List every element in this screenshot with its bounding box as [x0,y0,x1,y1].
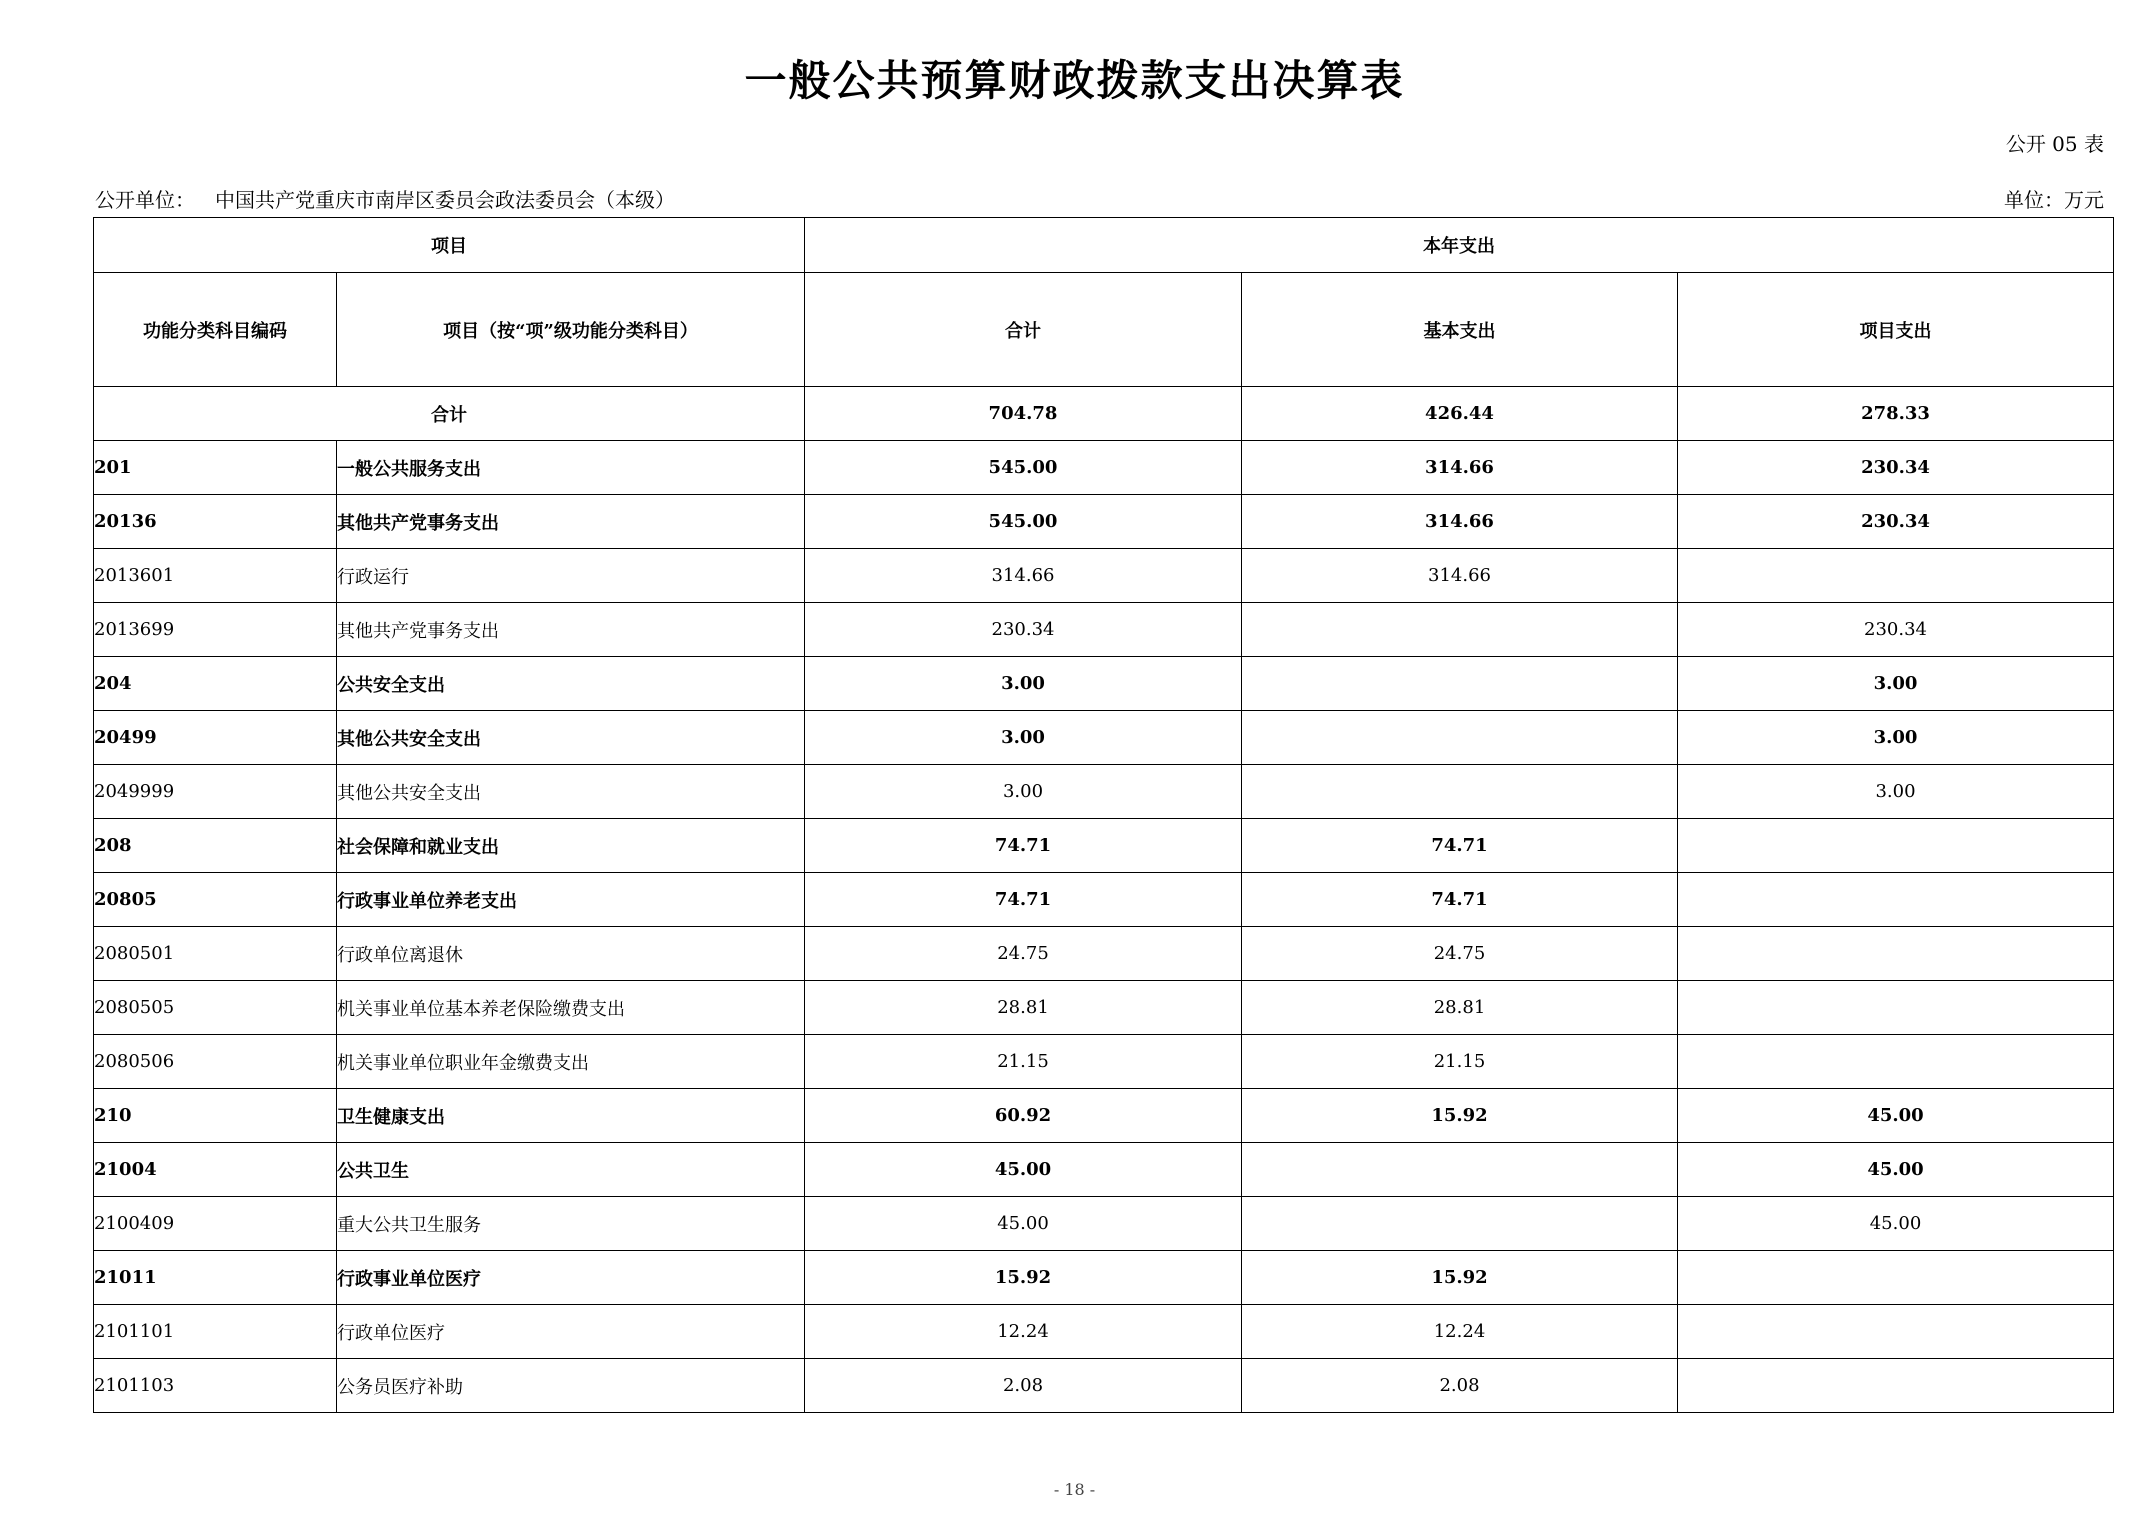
row-basic [1242,603,1678,657]
row-code: 2013699 [94,603,337,657]
row-basic: 15.92 [1242,1089,1678,1143]
row-basic [1242,711,1678,765]
row-project: 3.00 [1678,711,2114,765]
row-code: 2101101 [94,1305,337,1359]
row-project: 45.00 [1678,1143,2114,1197]
row-project: 3.00 [1678,657,2114,711]
row-basic: 314.66 [1242,495,1678,549]
row-project [1678,873,2114,927]
row-total: 74.71 [805,819,1242,873]
table-row [94,765,2114,819]
row-total: 12.24 [805,1305,1242,1359]
row-total: 21.15 [805,1035,1242,1089]
total-row [94,387,2114,441]
row-basic [1242,657,1678,711]
table-row [94,495,2114,549]
row-project [1678,1035,2114,1089]
row-project: 230.34 [1678,603,2114,657]
row-name: 重大公共卫生服务 [337,1197,805,1251]
row-name: 其他共产党事务支出 [337,495,805,549]
row-name: 公共卫生 [337,1143,805,1197]
row-basic: 12.24 [1242,1305,1678,1359]
row-basic [1242,1197,1678,1251]
row-code: 20805 [94,873,337,927]
row-basic: 21.15 [1242,1035,1678,1089]
row-total: 545.00 [805,441,1242,495]
row-name: 行政单位医疗 [337,1305,805,1359]
row-code: 2100409 [94,1197,337,1251]
row-name: 其他公共安全支出 [337,711,805,765]
table-row [94,927,2114,981]
reporting-unit [95,184,675,213]
row-total: 2.08 [805,1359,1242,1413]
row-total: 3.00 [805,765,1242,819]
header-code: 功能分类科目编码 [94,273,337,387]
total-row-project: 278.33 [1678,387,2114,441]
row-code: 204 [94,657,337,711]
row-total: 314.66 [805,549,1242,603]
row-project [1678,927,2114,981]
row-project: 230.34 [1678,441,2114,495]
header-basic: 基本支出 [1242,273,1678,387]
expenditure-table [93,217,2114,1413]
row-code: 2013601 [94,549,337,603]
row-name: 机关事业单位基本养老保险缴费支出 [337,981,805,1035]
row-project [1678,1305,2114,1359]
row-name: 卫生健康支出 [337,1089,805,1143]
row-code: 210 [94,1089,337,1143]
header-project-expenditure: 项目支出 [1678,273,2114,387]
row-basic: 74.71 [1242,819,1678,873]
table-row [94,1143,2114,1197]
header-current-year: 本年支出 [805,218,2114,273]
row-basic: 314.66 [1242,549,1678,603]
table-row [94,1251,2114,1305]
row-project [1678,1251,2114,1305]
row-total: 230.34 [805,603,1242,657]
row-name: 行政事业单位养老支出 [337,873,805,927]
unit-info-row [95,184,2104,214]
row-total: 3.00 [805,657,1242,711]
row-project [1678,549,2114,603]
row-total: 24.75 [805,927,1242,981]
row-project [1678,819,2114,873]
table-row [94,1089,2114,1143]
row-code: 2080505 [94,981,337,1035]
row-total: 45.00 [805,1143,1242,1197]
total-row-basic: 426.44 [1242,387,1678,441]
row-basic: 15.92 [1242,1251,1678,1305]
reporting-unit-label: 公开单位： [95,188,195,212]
row-basic: 24.75 [1242,927,1678,981]
row-name: 社会保障和就业支出 [337,819,805,873]
table-row [94,1197,2114,1251]
table-body [94,387,2114,1413]
row-total: 60.92 [805,1089,1242,1143]
row-code: 20136 [94,495,337,549]
row-name: 机关事业单位职业年金缴费支出 [337,1035,805,1089]
row-total: 15.92 [805,1251,1242,1305]
row-name: 其他共产党事务支出 [337,603,805,657]
row-project: 45.00 [1678,1197,2114,1251]
header-row-1 [94,218,2114,273]
row-code: 2101103 [94,1359,337,1413]
total-row-label: 合计 [94,387,805,441]
row-total: 74.71 [805,873,1242,927]
row-total: 3.00 [805,711,1242,765]
row-project: 3.00 [1678,765,2114,819]
page-number: - 18 - [1053,1480,1096,1499]
reporting-unit-name: 中国共产党重庆市南岸区委员会政法委员会（本级） [215,188,675,212]
table-row [94,1305,2114,1359]
row-basic [1242,1143,1678,1197]
row-basic: 2.08 [1242,1359,1678,1413]
row-project [1678,1359,2114,1413]
row-name: 行政事业单位医疗 [337,1251,805,1305]
table-row [94,1035,2114,1089]
table-row [94,549,2114,603]
row-name: 其他公共安全支出 [337,765,805,819]
row-project: 230.34 [1678,495,2114,549]
row-code: 2049999 [94,765,337,819]
row-code: 21004 [94,1143,337,1197]
row-name: 公共安全支出 [337,657,805,711]
row-code: 21011 [94,1251,337,1305]
row-code: 2080506 [94,1035,337,1089]
row-basic: 28.81 [1242,981,1678,1035]
currency-unit: 单位：万元 [2004,188,2104,212]
row-total: 545.00 [805,495,1242,549]
table-row [94,711,2114,765]
row-project: 45.00 [1678,1089,2114,1143]
table-row [94,657,2114,711]
total-row-total: 704.78 [805,387,1242,441]
table-row [94,981,2114,1035]
row-code: 208 [94,819,337,873]
form-number: 公开 05 表 [2005,132,2104,156]
row-name: 行政单位离退休 [337,927,805,981]
row-code: 20499 [94,711,337,765]
row-code: 2080501 [94,927,337,981]
row-code: 201 [94,441,337,495]
header-row-2 [94,273,2114,387]
row-name: 公务员医疗补助 [337,1359,805,1413]
table-row [94,819,2114,873]
table-row [94,873,2114,927]
header-project: 项目 [94,218,805,273]
row-basic: 74.71 [1242,873,1678,927]
table-row [94,1359,2114,1413]
row-basic: 314.66 [1242,441,1678,495]
row-total: 28.81 [805,981,1242,1035]
page-title: 一般公共预算财政拨款支出决算表 [744,56,1405,105]
row-name: 一般公共服务支出 [337,441,805,495]
row-project [1678,981,2114,1035]
header-total: 合计 [805,273,1242,387]
header-item-name: 项目（按“项”级功能分类科目） [337,273,805,387]
table-row [94,603,2114,657]
row-total: 45.00 [805,1197,1242,1251]
row-name: 行政运行 [337,549,805,603]
row-basic [1242,765,1678,819]
table-row [94,441,2114,495]
